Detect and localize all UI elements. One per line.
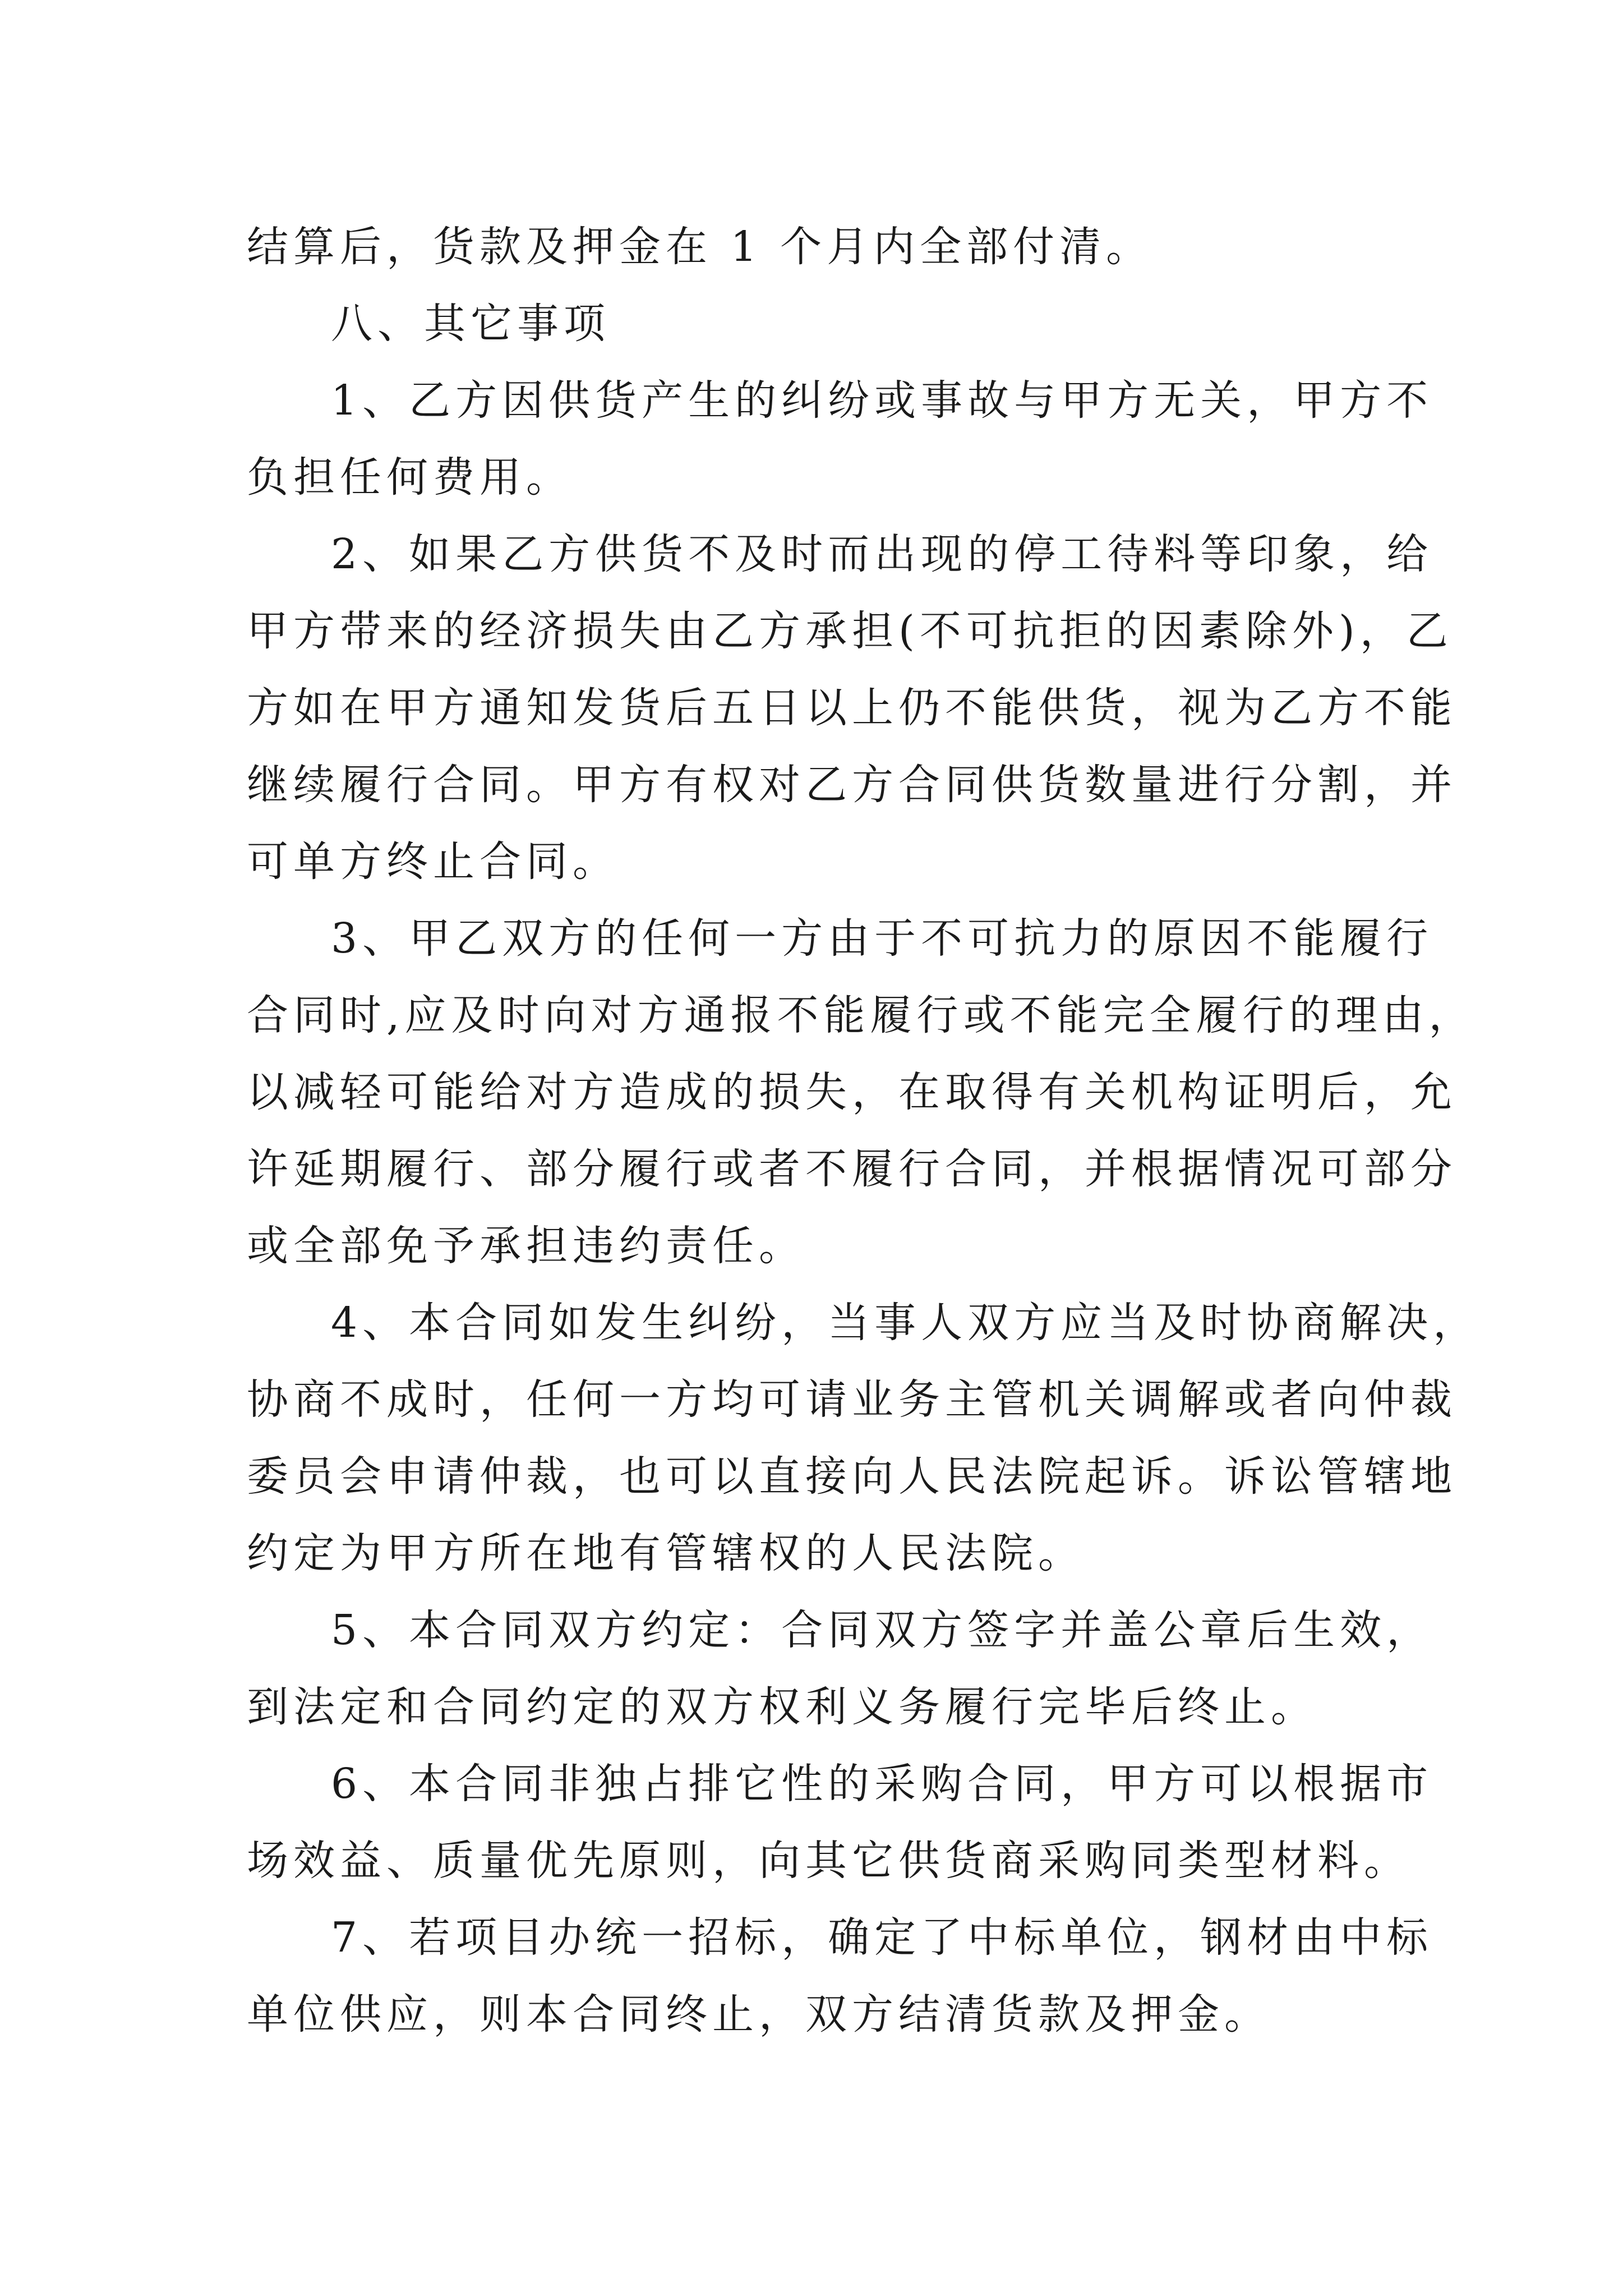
section-heading: 八、其它事项: [331, 300, 610, 348]
clause-1-line: 负担任何费用。: [247, 453, 573, 501]
clause-2-line: 方如在甲方通知发货后五日以上仍不能供货，视为乙方不能: [247, 684, 1457, 732]
clause-5-line: 到法定和合同约定的双方权利义务履行完毕后终止。: [247, 1683, 1317, 1731]
clause-4-line: 4、本合同如发生纠纷，当事人双方应当及时协商解决，: [331, 1299, 1480, 1347]
clause-7-line: 7、若项目办统一招标，确定了中标单位，钢材由中标: [331, 1913, 1433, 1962]
clause-3-line: 许延期履行、部分履行或者不履行合同，并根据情况可部分: [247, 1145, 1457, 1193]
clause-3-line: 或全部免予承担违约责任。: [247, 1222, 805, 1270]
clause-4-line: 约定为甲方所在地有管辖权的人民法院。: [247, 1529, 1085, 1577]
clause-3-line: 以减轻可能给对方造成的损失，在取得有关机构证明后，允: [247, 1068, 1457, 1116]
clause-7-line: 单位供应，则本合同终止，双方结清货款及押金。: [247, 1990, 1271, 2039]
clause-6-line: 6、本合同非独占排它性的采购合同，甲方可以根据市: [331, 1760, 1433, 1808]
clause-2-line: 2、如果乙方供货不及时而出现的停工待料等印象，给: [331, 530, 1433, 578]
clause-2-line: 甲方带来的经济损失由乙方承担(不可抗拒的因素除外)，乙: [247, 607, 1453, 655]
clause-3-line: 合同时,应及时向对方通报不能履行或不能完全履行的理由，: [247, 991, 1476, 1039]
clause-3-line: 3、甲乙双方的任何一方由于不可抗力的原因不能履行: [331, 914, 1433, 963]
text-line: 结算后，货款及押金在 1 个月内全部付清。: [247, 223, 1153, 271]
document-body: [247, 209, 1480, 2053]
clause-4-line: 委员会申请仲裁，也可以直接向人民法院起诉。诉讼管辖地: [247, 1452, 1457, 1501]
clause-5-line: 5、本合同双方约定：合同双方签字并盖公章后生效，: [331, 1606, 1433, 1654]
clause-1-line: 1、乙方因供货产生的纠纷或事故与甲方无关，甲方不: [331, 376, 1433, 425]
clause-2-line: 继续履行合同。甲方有权对乙方合同供货数量进行分割，并: [247, 761, 1457, 809]
clause-4-line: 协商不成时，任何一方均可请业务主管机关调解或者向仲裁: [247, 1375, 1457, 1424]
clause-2-line: 可单方终止合同。: [247, 838, 619, 886]
clause-6-line: 场效益、质量优先原则，向其它供货商采购同类型材料。: [247, 1837, 1410, 1885]
